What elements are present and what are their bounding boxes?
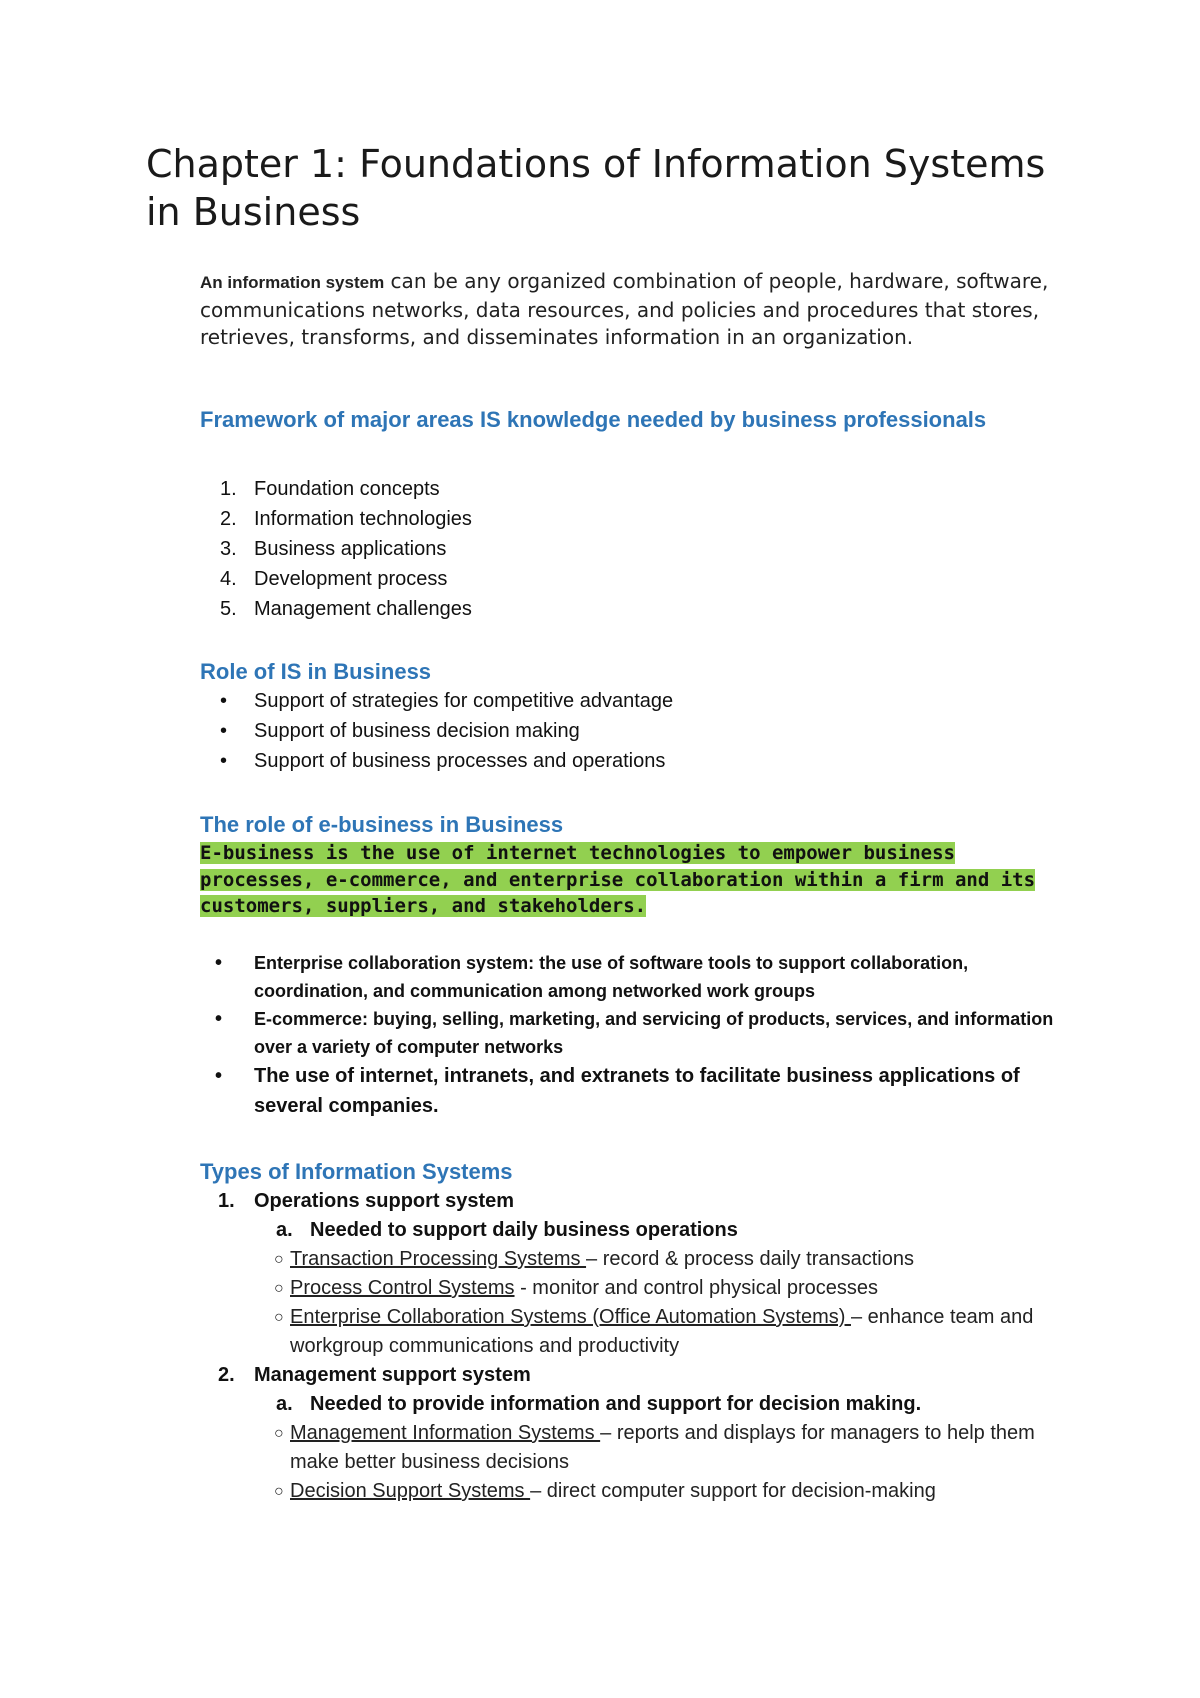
circle-bullet-icon: ○ bbox=[274, 1483, 284, 1500]
bullet-icon: • bbox=[215, 952, 223, 974]
intro-text: can be any organized combination of people, hardware, software, communications networks, data resources, and policies and procedures that stores, retrieves, transforms, and disseminates information in an organization. bbox=[200, 269, 1049, 349]
ebusiness-heading: The role of e-business in Business bbox=[200, 812, 564, 837]
highlighted-text: E-business is the use of internet technologies to empower business processes, e-commerce, and enterprise collaboration within a firm and its customers, suppliers, and stakeholders. bbox=[200, 842, 1036, 917]
framework-heading: Framework of major areas IS knowledge needed by business professionals bbox=[200, 407, 987, 432]
list-item bbox=[200, 1419, 1080, 1477]
system-description: – enhance team and workgroup communications and productivity bbox=[290, 1306, 1034, 1357]
list-item bbox=[200, 1303, 1080, 1361]
system-name: Transaction Processing Systems bbox=[290, 1248, 587, 1270]
circle-bullet-icon: ○ bbox=[274, 1251, 284, 1268]
list-item bbox=[200, 474, 472, 504]
ebusiness-definition bbox=[200, 840, 1060, 920]
list-item bbox=[200, 1187, 1080, 1216]
list-item bbox=[200, 1245, 1080, 1274]
system-name: Process Control Systems bbox=[290, 1277, 515, 1299]
group-sublabel: Needed to provide information and support for decision making. bbox=[310, 1393, 922, 1415]
system-name: Management Information Systems bbox=[290, 1422, 601, 1444]
list-item bbox=[200, 716, 673, 746]
list-marker: 2. bbox=[218, 1364, 235, 1386]
list-item bbox=[200, 1061, 1070, 1121]
circle-bullet-icon: ○ bbox=[274, 1280, 284, 1297]
bullet-icon: • bbox=[220, 750, 228, 772]
list-marker: 4. bbox=[220, 568, 237, 590]
system-description: – reports and displays for managers to help them make better business decisions bbox=[290, 1422, 1035, 1473]
list-item bbox=[200, 1477, 1080, 1506]
list-item bbox=[200, 1361, 1080, 1390]
list-marker: 5. bbox=[220, 598, 237, 620]
list-item bbox=[200, 1216, 1080, 1245]
list-item-text: Information technologies bbox=[254, 508, 472, 530]
list-item-text: The use of internet, intranets, and extranets to facilitate business applications of several companies. bbox=[254, 1065, 1020, 1117]
list-marker: 1. bbox=[220, 478, 237, 500]
list-item bbox=[200, 949, 1070, 1005]
system-description: – record & process daily transactions bbox=[586, 1248, 914, 1270]
list-item-text: Management challenges bbox=[254, 598, 472, 620]
bullet-icon: • bbox=[215, 1065, 223, 1087]
bullet-icon: • bbox=[220, 690, 228, 712]
types-heading: Types of Information Systems bbox=[200, 1159, 513, 1184]
system-name: Decision Support Systems bbox=[290, 1480, 531, 1502]
system-description: - monitor and control physical processes bbox=[514, 1277, 879, 1299]
list-item bbox=[200, 746, 673, 776]
intro-paragraph bbox=[200, 268, 1060, 352]
group-sublabel: Needed to support daily business operations bbox=[310, 1219, 738, 1241]
list-marker: 2. bbox=[220, 508, 237, 530]
list-marker: 3. bbox=[220, 538, 237, 560]
list-item-text: Foundation concepts bbox=[254, 478, 440, 500]
role-list bbox=[200, 686, 673, 776]
list-marker: 1. bbox=[218, 1190, 235, 1212]
bullet-icon: • bbox=[215, 1008, 223, 1030]
list-item bbox=[200, 1390, 1080, 1419]
list-item bbox=[200, 594, 472, 624]
list-item-text: Support of business processes and operations bbox=[254, 750, 666, 772]
system-description: – direct computer support for decision-making bbox=[530, 1480, 936, 1502]
circle-bullet-icon: ○ bbox=[274, 1309, 284, 1326]
list-marker: a. bbox=[276, 1219, 293, 1241]
list-item bbox=[200, 1005, 1070, 1061]
list-item-text: Support of strategies for competitive advantage bbox=[254, 690, 674, 712]
group-label: Management support system bbox=[254, 1364, 531, 1386]
list-item-text: Development process bbox=[254, 568, 448, 590]
chapter-title: Chapter 1: Foundations of Information Systems in Business bbox=[146, 142, 1046, 234]
role-heading: Role of IS in Business bbox=[200, 659, 432, 684]
intro-term: An information system bbox=[200, 273, 385, 292]
group-label: Operations support system bbox=[254, 1190, 515, 1212]
system-name: Enterprise Collaboration Systems (Office Automation Systems) bbox=[290, 1306, 851, 1328]
list-item-text: Enterprise collaboration system: the use of software tools to support collaboration, coordination, and communication among networked work groups bbox=[254, 953, 969, 1001]
list-item bbox=[200, 534, 472, 564]
list-item-text: E-commerce: buying, selling, marketing, and servicing of products, services, and information over a variety of computer networks bbox=[254, 1009, 1054, 1057]
list-item bbox=[200, 564, 472, 594]
bullet-icon: • bbox=[220, 720, 228, 742]
types-list bbox=[200, 1187, 1080, 1506]
list-item-text: Support of business decision making bbox=[254, 720, 580, 742]
list-marker: a. bbox=[276, 1393, 293, 1415]
ebusiness-list bbox=[200, 949, 1070, 1121]
list-item bbox=[200, 1274, 1080, 1303]
list-item bbox=[200, 686, 673, 716]
list-item bbox=[200, 504, 472, 534]
circle-bullet-icon: ○ bbox=[274, 1425, 284, 1442]
list-item-text: Business applications bbox=[254, 538, 447, 560]
framework-list bbox=[200, 474, 472, 624]
